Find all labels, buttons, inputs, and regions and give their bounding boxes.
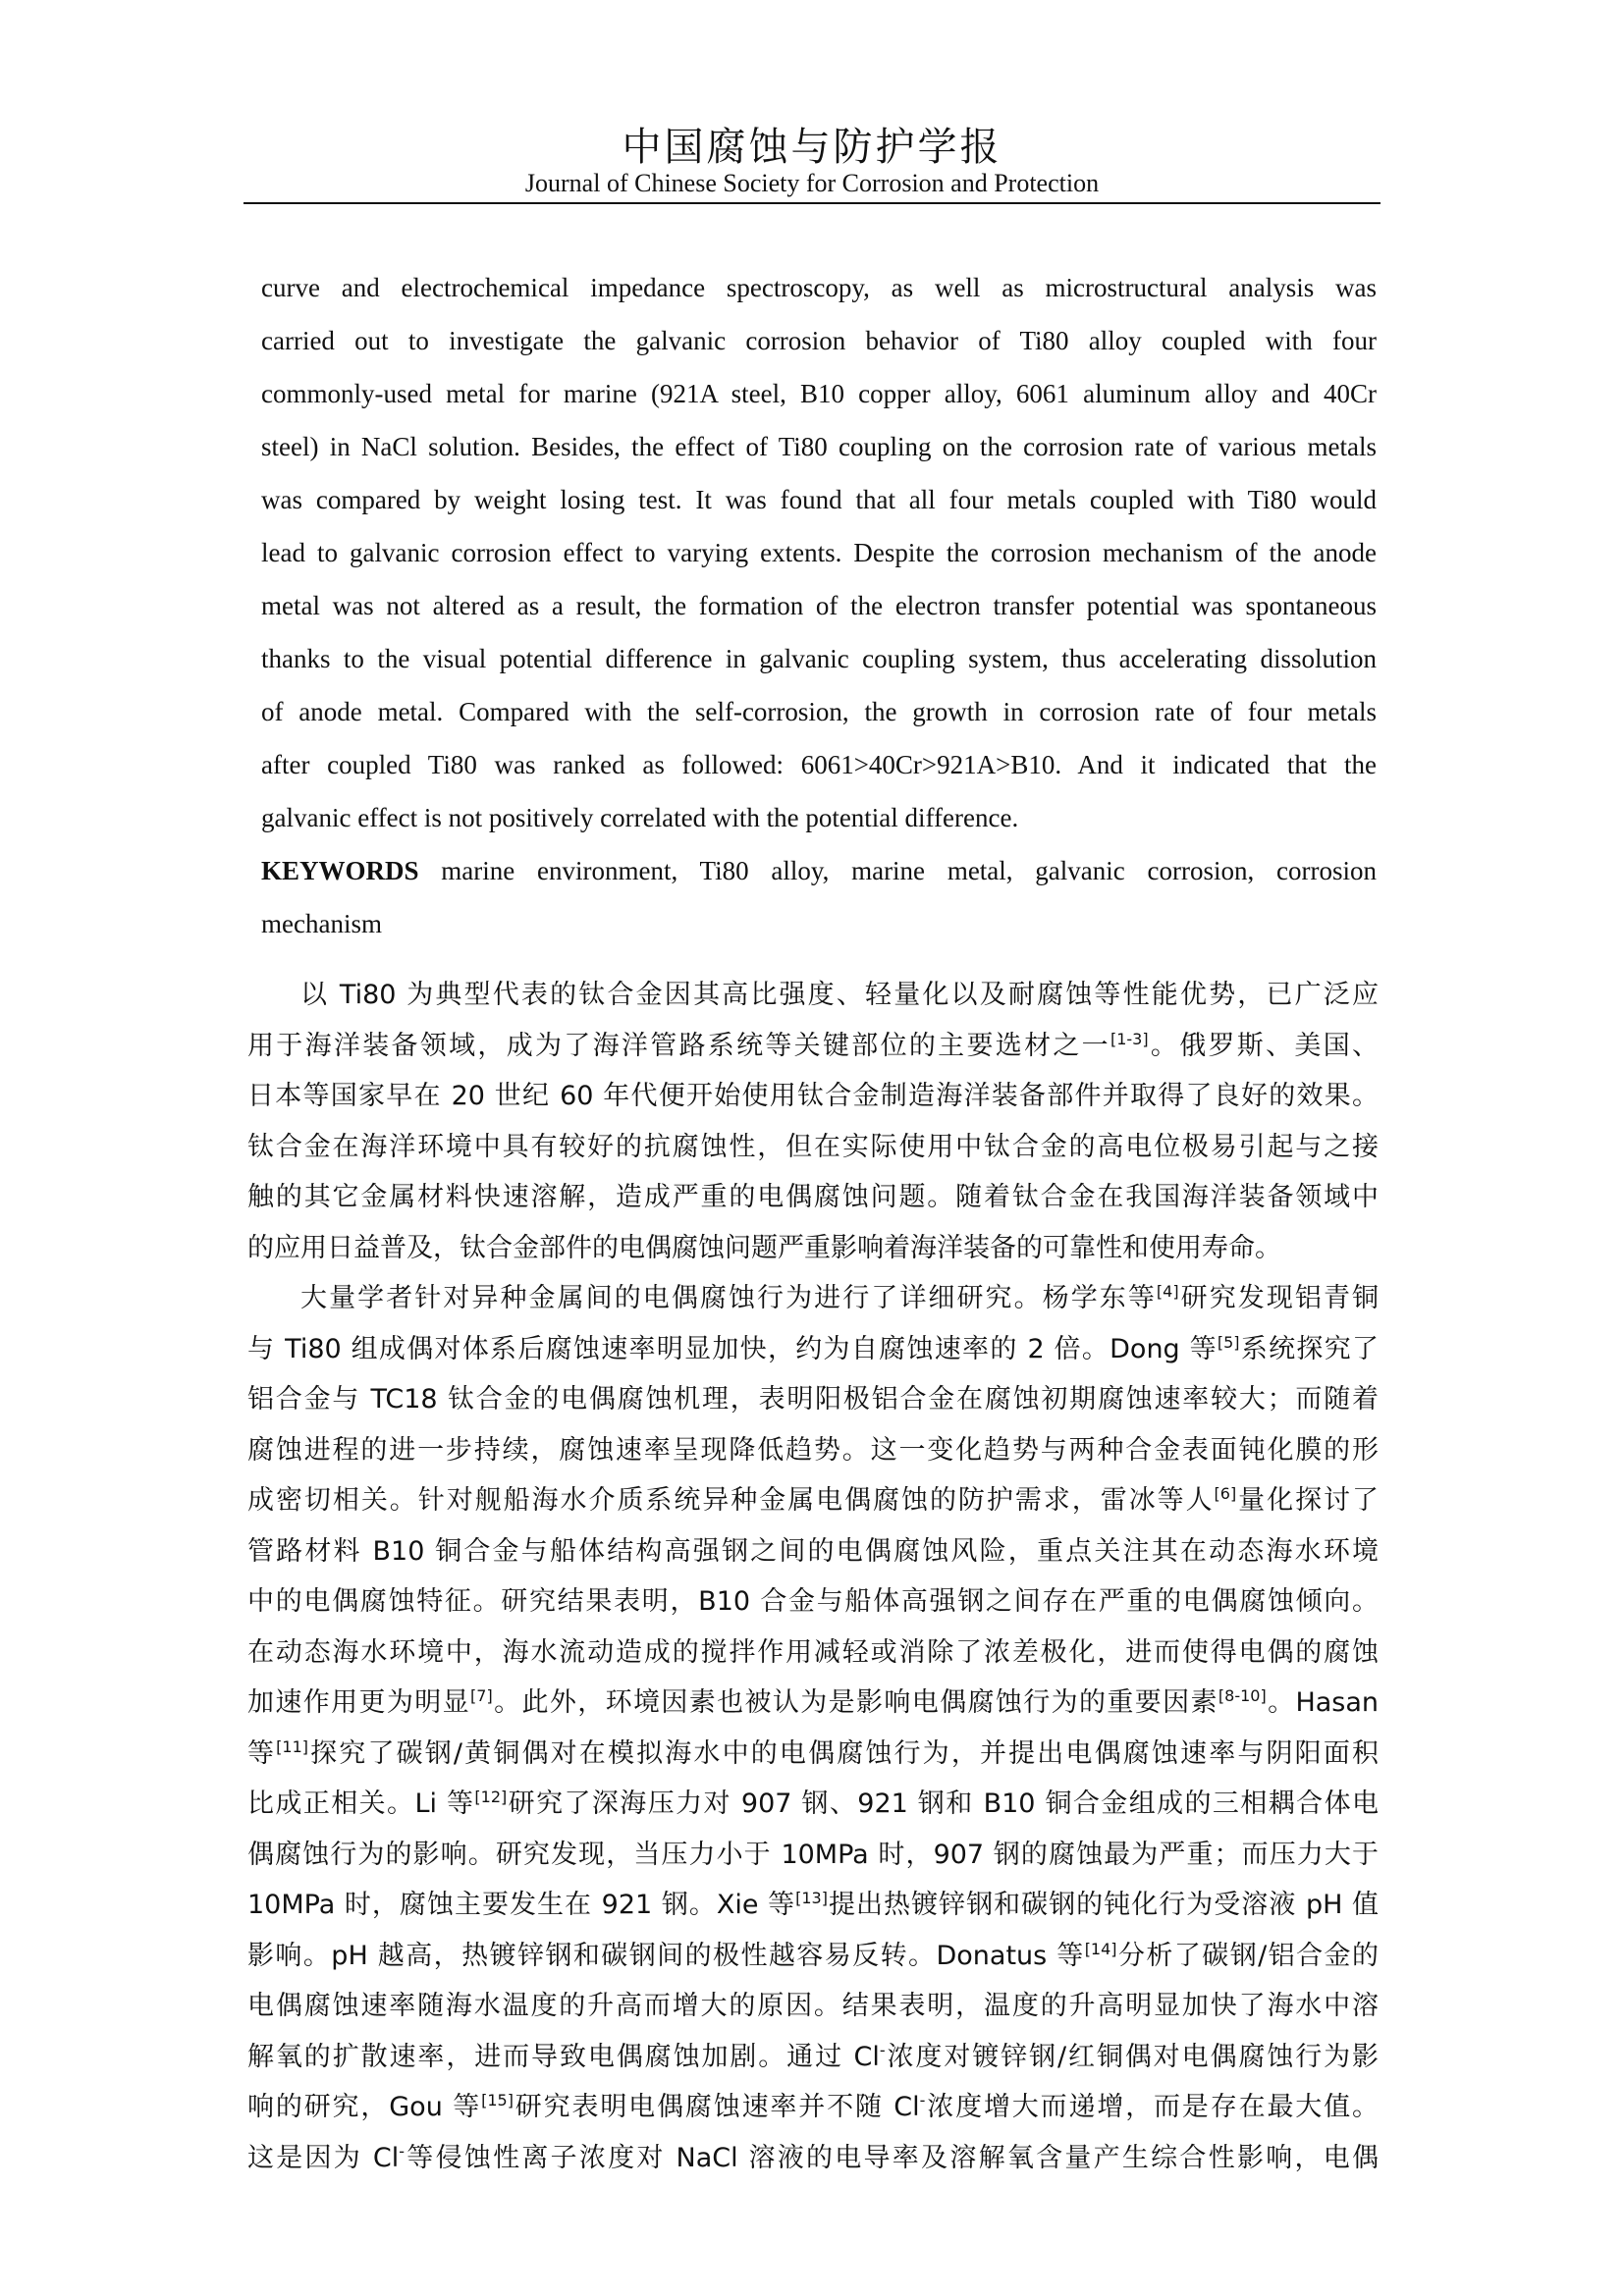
paragraph-line: 中的电偶腐蚀特征。研究结果表明，B10 合金与船体高强钢之间存在严重的电偶腐蚀倾向。 [247, 1586, 1379, 1617]
keywords-line: mechanism [261, 909, 382, 938]
paragraph-line: 钛合金在海洋环境中具有较好的抗腐蚀性，但在实际使用中钛合金的高电位极易引起与之接 [247, 1131, 1379, 1162]
paragraph-line [247, 1324, 1379, 1375]
abstract-line: steel) in NaCl solution. Besides, the effect of Ti80 coupling on the corrosion rate of various metals [261, 432, 1377, 461]
text-run: 成密切相关。针对舰船海水介质系统异种金属电偶腐蚀的防护需求，雷冰等人 [247, 1485, 1215, 1516]
abstract-line: galvanic effect is not positively correlated with the potential difference. [261, 803, 1019, 832]
text-run: 等侵蚀性离子浓度对 NaCl 溶液的电导率及溶解氧含量产生综合性影响，电偶 [405, 2142, 1379, 2173]
paragraph-line [247, 1678, 1379, 1729]
paragraph-line: 铝合金与 TC18 钛合金的电偶腐蚀机理，表明阳极铝合金在腐蚀初期腐蚀速率较大；而随着 [247, 1384, 1379, 1415]
text-run: 响的研究，Gou 等 [247, 2092, 482, 2122]
text-run: 。此外，环境因素也被认为是影响电偶腐蚀行为的重要因素 [492, 1687, 1218, 1718]
citation: [13] [795, 1889, 828, 1907]
paragraph-line [247, 2133, 1379, 2184]
text-run: 浓度对镀锌钢/红铜偶对电偶腐蚀行为影 [885, 2041, 1379, 2072]
text-run: 这是因为 Cl [247, 2142, 400, 2173]
paragraph-line: 电偶腐蚀速率随海水温度的升高而增大的原因。结果表明，温度的升高明显加快了海水中溶 [247, 1991, 1379, 2021]
paragraph-line [247, 1779, 1379, 1830]
citation: [14] [1084, 1939, 1117, 1958]
citation: [15] [481, 2091, 514, 2109]
paragraph-line [247, 2032, 1379, 2083]
citation: [12] [474, 1788, 508, 1806]
citation: [7] [470, 1686, 493, 1705]
text-run: 影响。pH 越高，热镀锌钢和碳钢间的极性越容易反转。Donatus 等 [247, 1940, 1085, 1971]
abstract-line: thanks to the visual potential difference in galvanic coupling system, thus accelerating dissolution [261, 644, 1377, 673]
abstract-line: curve and electrochemical impedance spectroscopy, as well as microstructural analysis was [261, 273, 1377, 302]
abstract-line: of anode metal. Compared with the self-corrosion, the growth in corrosion rate of four metals [261, 697, 1377, 726]
paragraph-line: 偶腐蚀行为的影响。研究发现，当压力小于 10MPa 时，907 钢的腐蚀最为严重；而压力大于 [247, 1839, 1379, 1870]
text-run: 探究了碳钢/黄铜偶对在模拟海水中的电偶腐蚀行为，并提出电偶腐蚀速率与阴阳面积 [308, 1737, 1379, 1769]
citation: [6] [1214, 1484, 1237, 1503]
text-run: 大量学者针对异种金属间的电偶腐蚀行为进行了详细研究。杨学东等 [300, 1283, 1157, 1313]
paragraph-line [247, 1021, 1379, 1072]
text-run: 比成正相关。Li 等 [247, 1789, 475, 1819]
ion-charge: - [399, 2141, 406, 2161]
abstract-line: after coupled Ti80 was ranked as followed: 6061>40Cr>921A>B10. And it indicated that the [261, 750, 1377, 779]
abstract-line: metal was not altered as a result, the formation of the electron transfer potential was spontaneous [261, 591, 1377, 620]
keywords-label: KEYWORDS [261, 856, 419, 885]
abstract-line: was compared by weight losing test. It was found that all four metals coupled with Ti80 would [261, 485, 1377, 514]
paragraph-line: 腐蚀进程的进一步持续，腐蚀速率呈现降低趋势。这一变化趋势与两种合金表面钝化膜的形 [247, 1434, 1379, 1466]
citation: [5] [1217, 1332, 1240, 1352]
paragraph-line: 以 Ti80 为典型代表的钛合金因其高比强度、轻量化以及耐腐蚀等性能优势，已广泛应 [300, 980, 1379, 1010]
citation: [4] [1156, 1282, 1179, 1301]
paragraph-line [247, 1729, 1379, 1780]
journal-title-cn: 中国腐蚀与防护学报 [622, 125, 1002, 170]
text-run: 加速作用更为明显 [247, 1687, 471, 1718]
paragraph-line [247, 1880, 1379, 1931]
text-run: 研究发现铝青铜 [1178, 1283, 1379, 1313]
paragraph-line [247, 2082, 1379, 2133]
paragraph-line: 管路材料 B10 铜合金与船体结构高强钢之间的电偶腐蚀风险，重点关注其在动态海水环境 [247, 1535, 1379, 1567]
text-run: 研究表明电偶腐蚀速率并不随 Cl [513, 2092, 920, 2122]
abstract-line: lead to galvanic corrosion effect to varying extents. Despite the corrosion mechanism of the anode [261, 538, 1377, 567]
paragraph-line: 日本等国家早在 20 世纪 60 年代便开始使用钛合金制造海洋装备部件并取得了良好的效果。 [247, 1081, 1379, 1111]
keywords-text: marine environment, Ti80 alloy, marine metal, galvanic corrosion, corrosion [418, 856, 1377, 885]
abstract-section [261, 261, 1377, 950]
text-run: 提出热镀锌钢和碳钢的钝化行为受溶液 pH 值 [827, 1890, 1379, 1920]
text-run: 等 [247, 1737, 277, 1769]
text-run: 量化探讨了 [1236, 1485, 1379, 1516]
ion-charge: - [919, 2091, 926, 2109]
paragraph-line: 在动态海水环境中，海水流动造成的搅拌作用减轻或消除了浓差极化，进而使得电偶的腐蚀 [247, 1636, 1379, 1668]
citation: [8-10] [1218, 1686, 1267, 1705]
text-run: 10MPa 时，腐蚀主要发生在 921 钢。Xie 等 [247, 1890, 796, 1920]
text-run: 用于海洋装备领域，成为了海洋管路系统等关键部位的主要选材之一 [247, 1030, 1110, 1061]
citation: [11] [276, 1736, 308, 1756]
text-run: 系统探究了 [1239, 1333, 1379, 1364]
text-run: 分析了碳钢/铝合金的 [1116, 1940, 1379, 1971]
text-run: 。俄罗斯、美国、 [1148, 1030, 1379, 1061]
text-run: 。Hasan [1266, 1687, 1379, 1718]
keywords-line [261, 844, 1377, 897]
body-text [247, 970, 1379, 2183]
paragraph-line [247, 1475, 1379, 1526]
paragraph-line: 的应用日益普及，钛合金部件的电偶腐蚀问题严重影响着海洋装备的可靠性和使用寿命。 [247, 1232, 1281, 1263]
citation: [1-3] [1110, 1029, 1149, 1048]
text-run: 研究了深海压力对 907 钢、921 钢和 B10 铜合金组成的三相耦合体电 [507, 1789, 1379, 1819]
paragraph-line: 触的其它金属材料快速溶解，造成严重的电偶腐蚀问题。随着钛合金在我国海洋装备领域中 [247, 1182, 1379, 1212]
header-divider [244, 202, 1380, 204]
abstract-line: commonly-used metal for marine (921A steel, B10 copper alloy, 6061 aluminum alloy and 40Cr [261, 379, 1377, 408]
paragraph-line [247, 1273, 1379, 1324]
abstract-line: carried out to investigate the galvanic corrosion behavior of Ti80 alloy coupled with four [261, 326, 1377, 355]
text-run: 解氧的扩散速率，进而导致电偶腐蚀加剧。通过 Cl [247, 2041, 880, 2072]
ion-charge: - [879, 2040, 886, 2059]
paragraph-line [247, 1931, 1379, 1982]
text-run: 与 Ti80 组成偶对体系后腐蚀速率明显加快，约为自腐蚀速率的 2 倍。Dong 等 [247, 1333, 1218, 1364]
text-run: 浓度增大而递增，而是存在最大值。 [925, 2092, 1379, 2122]
journal-title-en: Journal of Chinese Society for Corrosion and Protection [524, 169, 1100, 197]
